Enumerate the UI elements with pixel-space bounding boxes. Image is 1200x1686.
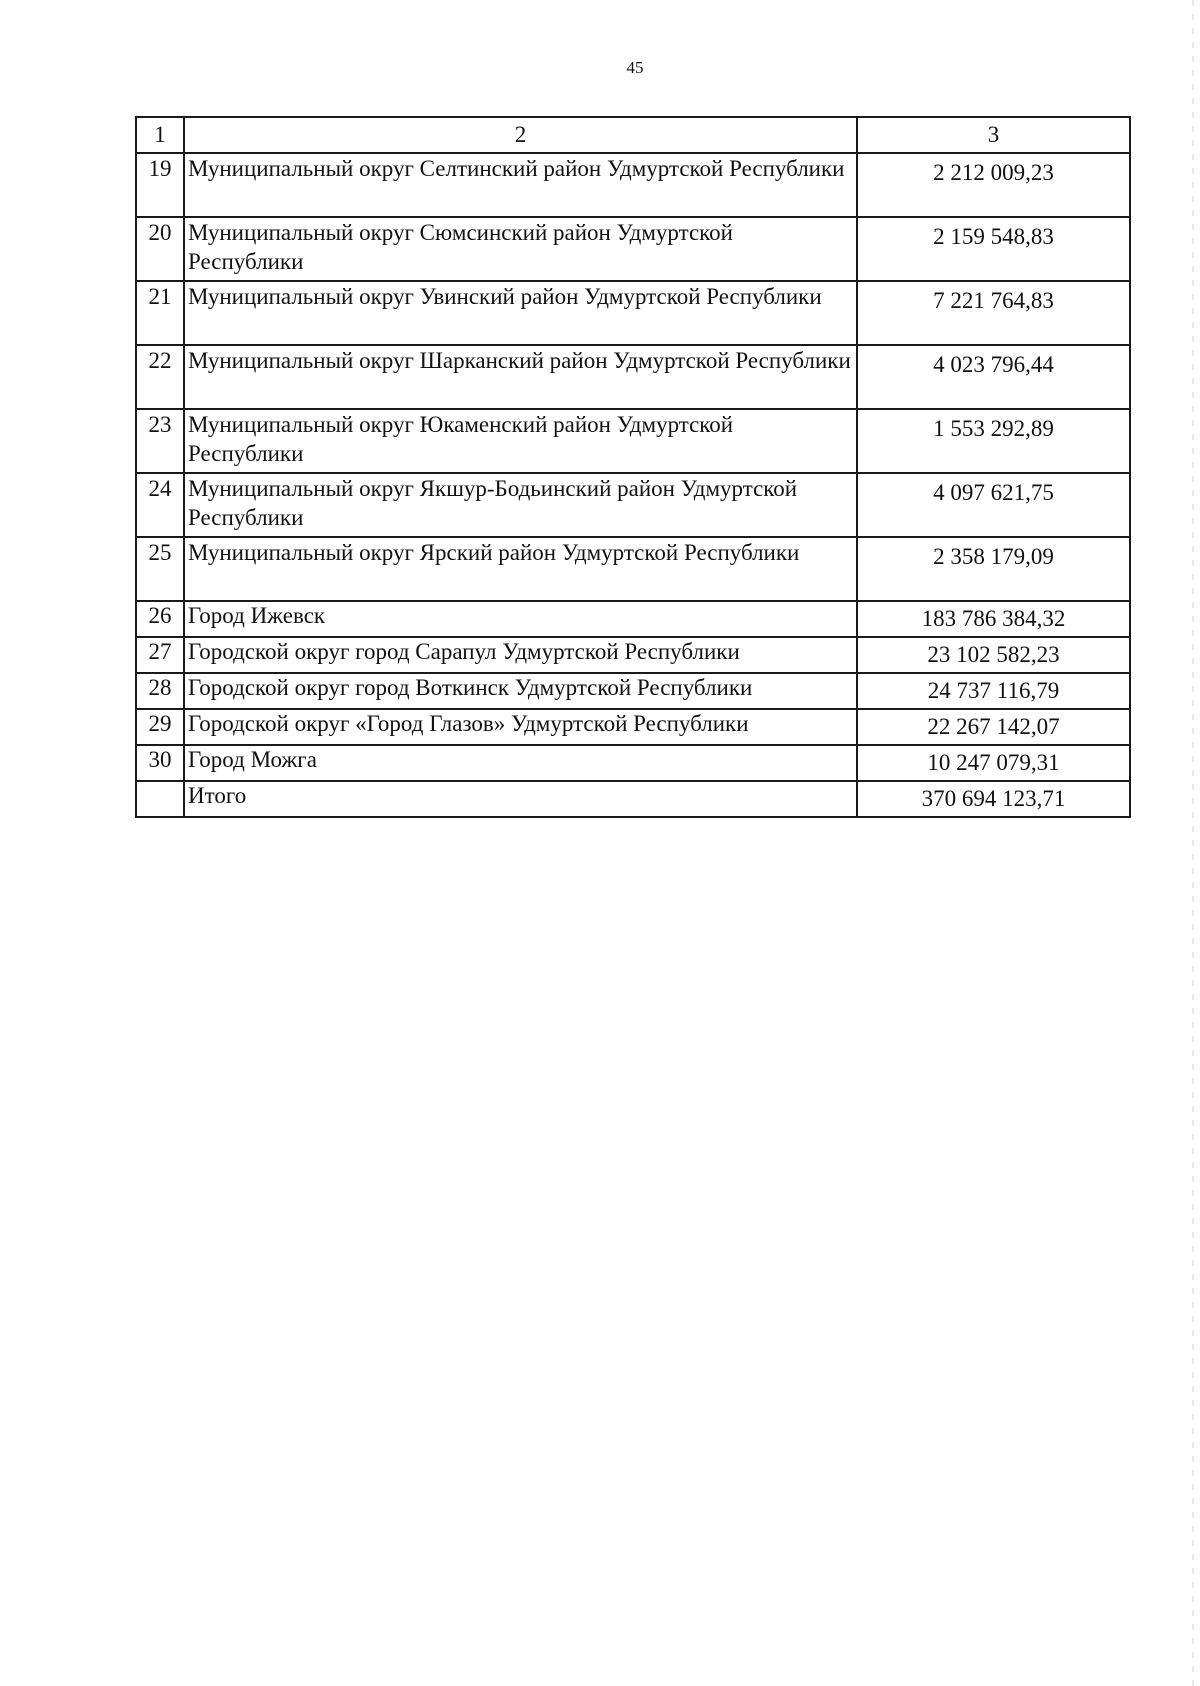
row-number: 27: [136, 637, 184, 673]
table-row: [136, 217, 1130, 281]
row-name: Муниципальный округ Селтинский район Удмуртской Республики: [184, 153, 857, 217]
scan-edge-artifact: [1192, 0, 1194, 1686]
row-name: Городской округ город Сарапул Удмуртской Республики: [184, 637, 857, 673]
row-value: 22 267 142,07: [857, 709, 1130, 745]
row-name: Муниципальный округ Шарканский район Удмуртской Республики: [184, 345, 857, 409]
row-number: 19: [136, 153, 184, 217]
row-number: 25: [136, 537, 184, 601]
row-name: Муниципальный округ Увинский район Удмуртской Республики: [184, 281, 857, 345]
row-number: 22: [136, 345, 184, 409]
row-name: Городской округ город Воткинск Удмуртской Республики: [184, 673, 857, 709]
row-number: 21: [136, 281, 184, 345]
row-number: 24: [136, 473, 184, 537]
table-row: [136, 153, 1130, 217]
total-value: 370 694 123,71: [857, 781, 1130, 817]
row-value: 4 023 796,44: [857, 345, 1130, 409]
row-name: Муниципальный округ Сюмсинский район Удмуртской Республики: [184, 217, 857, 281]
row-value: 10 247 079,31: [857, 745, 1130, 781]
header-col-2: 2: [184, 117, 857, 153]
row-value: 24 737 116,79: [857, 673, 1130, 709]
row-value: 7 221 764,83: [857, 281, 1130, 345]
row-name: Город Ижевск: [184, 601, 857, 637]
row-number: 29: [136, 709, 184, 745]
table-row: [136, 409, 1130, 473]
table-row: [136, 345, 1130, 409]
row-value: 1 553 292,89: [857, 409, 1130, 473]
table-row: [136, 537, 1130, 601]
table-row: [136, 673, 1130, 709]
row-name: Муниципальный округ Юкаменский район Удмуртской Республики: [184, 409, 857, 473]
allocation-table: [135, 116, 1131, 818]
row-value: 183 786 384,32: [857, 601, 1130, 637]
total-label: Итого: [184, 781, 857, 817]
table-row: [136, 601, 1130, 637]
table-row: [136, 281, 1130, 345]
row-value: 2 159 548,83: [857, 217, 1130, 281]
row-value: 2 212 009,23: [857, 153, 1130, 217]
row-value: 4 097 621,75: [857, 473, 1130, 537]
header-col-3: 3: [857, 117, 1130, 153]
row-number: 28: [136, 673, 184, 709]
header-col-1: 1: [136, 117, 184, 153]
row-name: Город Можга: [184, 745, 857, 781]
row-name: Городской округ «Город Глазов» Удмуртской Республики: [184, 709, 857, 745]
page-number: 45: [626, 58, 644, 77]
row-number: 23: [136, 409, 184, 473]
row-value: 23 102 582,23: [857, 637, 1130, 673]
table-header-row: [136, 117, 1130, 153]
table-row: [136, 637, 1130, 673]
table-row: [136, 473, 1130, 537]
row-number: 26: [136, 601, 184, 637]
table-row: [136, 709, 1130, 745]
row-number: 30: [136, 745, 184, 781]
row-number: 20: [136, 217, 184, 281]
table-row: [136, 745, 1130, 781]
total-row: [136, 781, 1130, 817]
row-name: Муниципальный округ Ярский район Удмуртской Республики: [184, 537, 857, 601]
row-name: Муниципальный округ Якшур-Бодьинский район Удмуртской Республики: [184, 473, 857, 537]
row-value: 2 358 179,09: [857, 537, 1130, 601]
total-row-number-empty: [136, 781, 184, 817]
